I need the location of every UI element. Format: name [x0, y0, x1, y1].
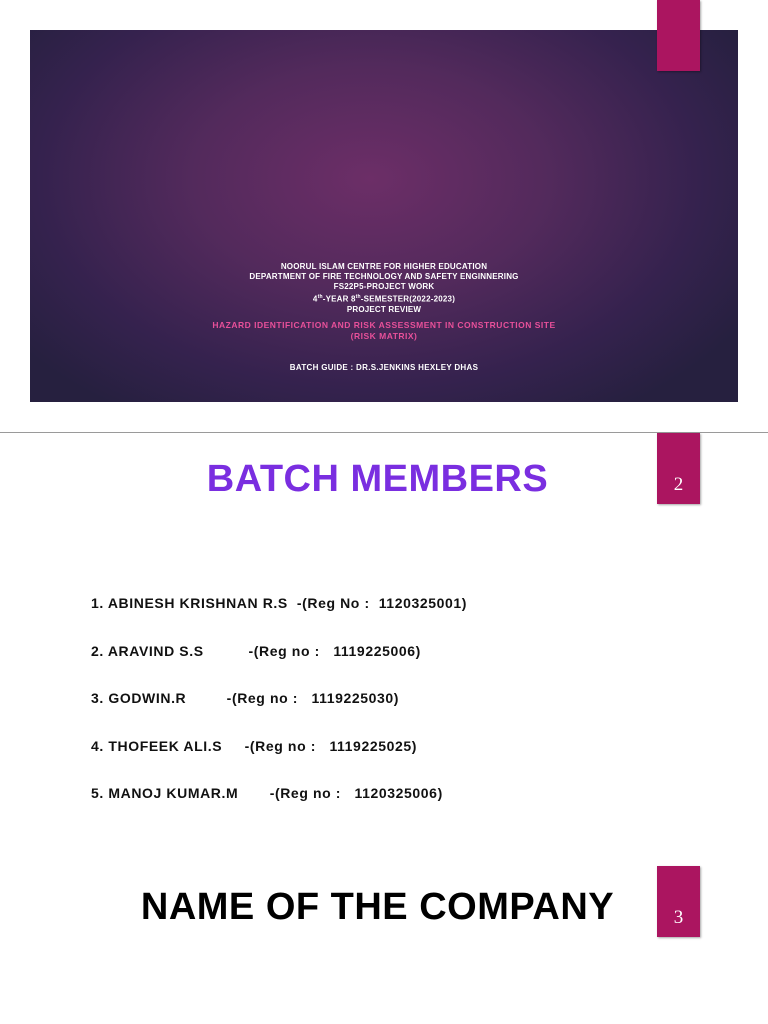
company-heading: NAME OF THE COMPANY	[140, 886, 615, 928]
review-label: PROJECT REVIEW	[346, 304, 422, 314]
member-item: 5. MANOJ KUMAR.M -(Reg no : 1120325006)	[91, 785, 443, 801]
institution-name: NOORUL ISLAM CENTRE FOR HIGHER EDUCATION	[280, 262, 488, 271]
title-slide	[0, 0, 768, 432]
member-item: 3. GODWIN.R -(Reg no : 1119225030)	[91, 690, 400, 706]
member-item: 4. THOFEEK ALI.S -(Reg no : 1119225025)	[91, 738, 418, 754]
slide-number-tab: 2	[657, 433, 700, 504]
title-panel	[30, 30, 738, 402]
project-title: HAZARD IDENTIFICATION AND RISK ASSESSMENT IN CONSTRUCTION SITE (RISK MATRIX)	[212, 320, 556, 341]
batch-guide: BATCH GUIDE : DR.S.JENKINS HEXLEY DHAS	[289, 363, 479, 372]
department-name: DEPARTMENT OF FIRE TECHNOLOGY AND SAFETY ENGINNERING	[249, 272, 519, 281]
company-slide	[0, 866, 768, 1024]
batch-members-slide	[0, 433, 768, 865]
batch-members-heading: BATCH MEMBERS	[206, 458, 549, 500]
institution-block	[30, 262, 738, 315]
year-semester: 4th-YEAR 8th-SEMESTER(2022-2023)	[312, 294, 456, 304]
member-item: 2. ARAVIND S.S -(Reg no : 1119225006)	[91, 643, 421, 659]
slide-number-tab: 3	[657, 866, 700, 937]
member-item: 1. ABINESH KRISHNAN R.S -(Reg No : 1120325001)	[91, 595, 468, 611]
slide-number-tab	[657, 0, 700, 71]
course-code: FS22P5-PROJECT WORK	[333, 282, 435, 291]
